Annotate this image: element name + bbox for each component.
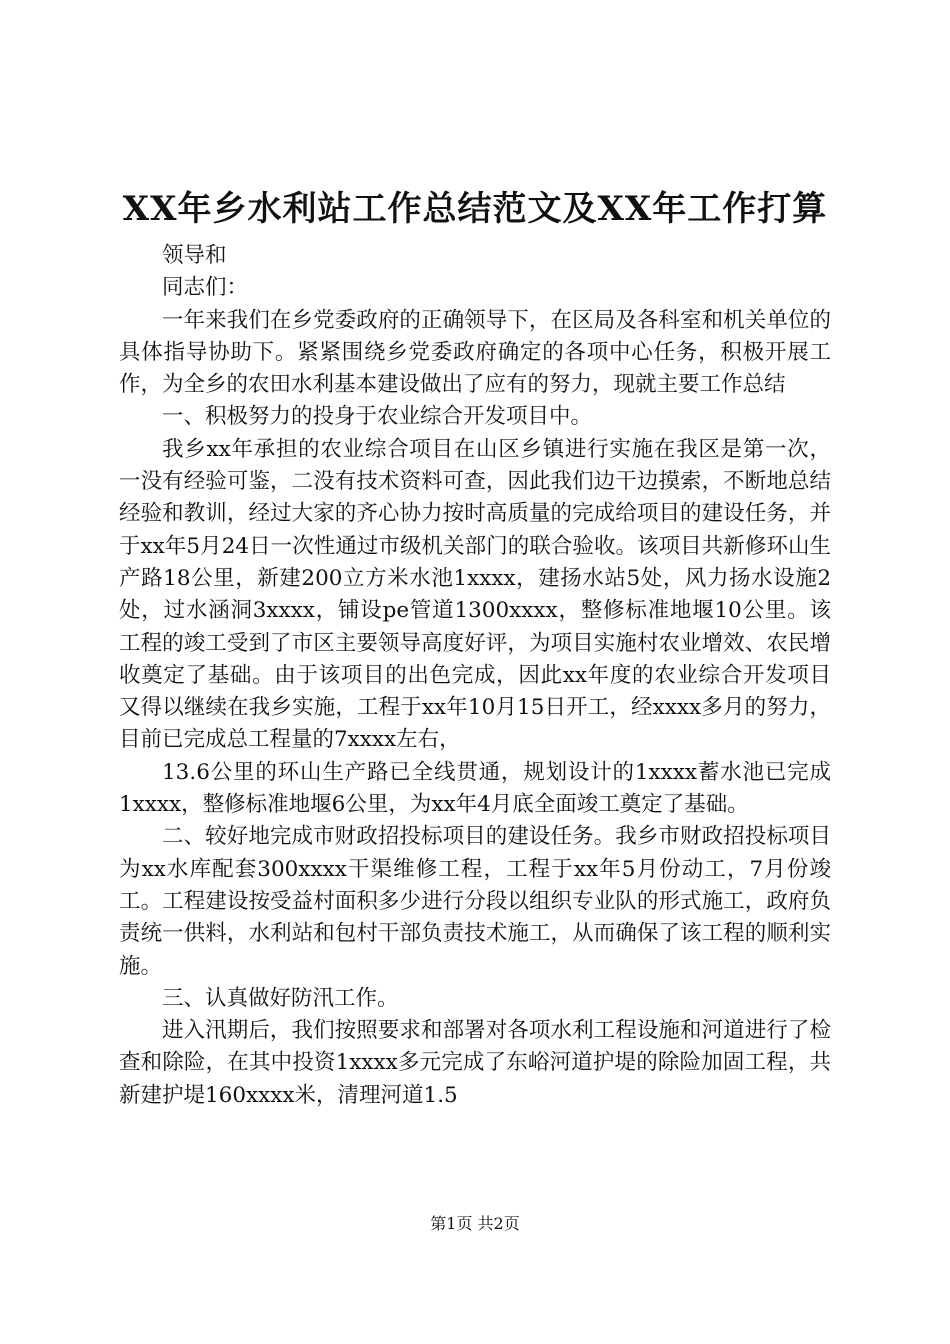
salutation-line-1: 领导和 [162, 243, 227, 268]
salutation-line-2: 同志们： [162, 275, 249, 301]
section-heading-1: 一、积极努力的投身于农业综合开发项目中。 [162, 404, 593, 430]
intro-paragraph: 一年来我们在乡党委政府的正确领导下，在区局及各科室和机关单位的具体指导协助下。紧紧围绕乡党委政府确定的各项中心任务，积极开展工作，为全乡的农田水利基本建设做出了应有的努力，现就主要工作总结 [119, 307, 831, 398]
section-2-paragraph: 二、较好地完成市财政招投标项目的建设任务。我乡市财政招投标项目为xx水库配套300xxxx干渠维修工程，工程于xx年5月份动工，7月份竣工。工程建设按受益村面积多少进行分段以组织专业队的形式施工，政府负责统一供料，水利站和包村干部负责技术施工，从而确保了该工程的顺利实施。 [119, 824, 831, 979]
section-3-paragraph: 进入汛期后，我们按照要求和部署对各项水利工程设施和河道进行了检查和除险，在其中投资1xxxx多元完成了东峪河道护堤的除险加固工程，共新建护堤160xxxx米，清理河道1.5 [119, 1018, 831, 1108]
section-1-paragraph-1: 我乡xx年承担的农业综合项目在山区乡镇进行实施在我区是第一次，一没有经验可鉴，二没有技术资料可查，因此我们边干边摸索，不断地总结经验和教训，经过大家的齐心协力按时高质量的完成给项目的建设任务，并于xx年5月24日一次性通过市级机关部门的联合验收。该项目共新修环山生产路18公里，新建200立方米水池1xxxx，建扬水站5处，风力扬水设施2处，过水涵洞3xxxx，铺设pe管道1300xxxx，整修标准地堰10公里。该工程的竣工受到了市区主要领导高度好评，为项目实施村农业增效、农民增收奠定了基础。由于该项目的出色完成，因此xx年度的农业综合开发项目又得以继续在我乡实施，工程于xx年10月15日开工，经xxxx多月的努力，目前已完成总工程量的7xxxx左右， [119, 436, 831, 753]
page-number-footer: 第1页 共2页 [430, 1214, 520, 1233]
document-body [119, 240, 831, 1112]
section-1-paragraph-2: 13.6公里的环山生产路已全线贯通，规划设计的1xxxx蓄水池已完成1xxxx，整修标准地堰6公里，为xx年4月底全面竣工奠定了基础。 [119, 759, 831, 818]
section-heading-3: 三、认真做好防汛工作。 [162, 985, 399, 1011]
document-title: XX年乡水利站工作总结范文及XX年工作打算 [122, 189, 828, 229]
